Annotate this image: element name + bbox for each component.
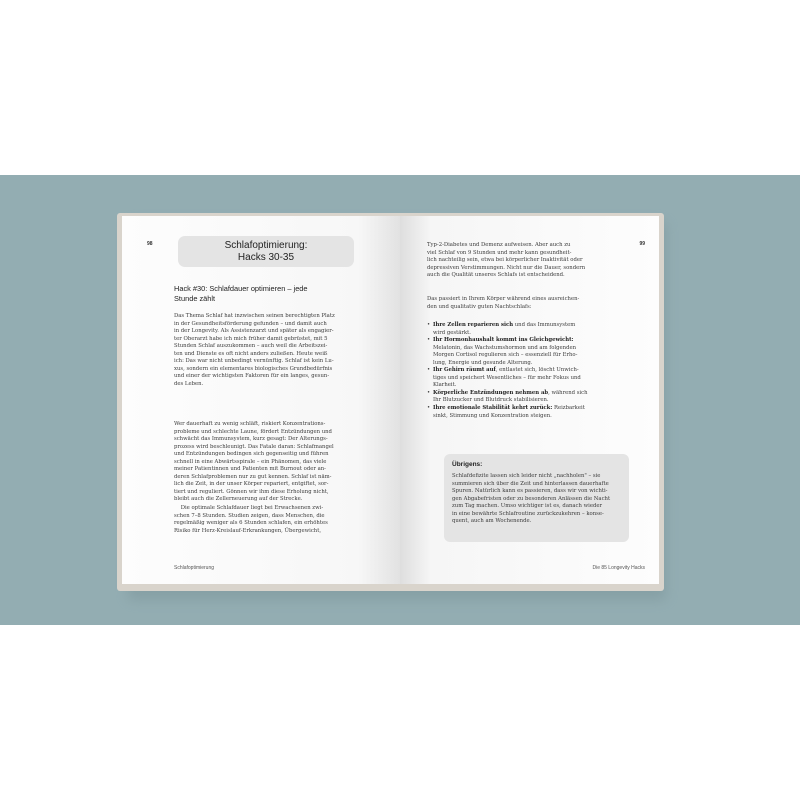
paragraph-1: Das Thema Schlaf hat inzwischen seinen berechtigten Platz in der Gesundheitsförderung gefunden – und damit auch in der Longevity. Als Assistenzarzt und später als engagier- ter Oberarzt habe ich mich früher damit gebrüstet, mit 5 Stunden Schlaf auszukommen – auch weil die Arbeitszei- ten und Dienste es oft nicht anders zuließen. Heute weiß ich: Das war nicht unbedingt vernünftig. Schlaf ist kein Lu- xus, sondern ein elementares biologisches Grundbedürfnis und einer der wichtigsten Faktoren für ein langes, gesun- des Leben. <box>174 313 335 387</box>
page-footer: Die 85 Longevity Hacks <box>592 565 645 571</box>
list-item: • Ihre emotionale Stabilität kehrt zurück: Reizbarkeit sinkt, Stimmung und Konzentration steigen. <box>427 405 585 419</box>
page-number: 98 <box>147 241 153 247</box>
page-footer: Schlafoptimierung <box>174 565 215 571</box>
page-number: 99 <box>639 241 645 247</box>
chapter-title-box <box>178 236 354 267</box>
list-item: • Körperliche Entzündungen nehmen ab, während sich Ihr Blutzucker und Blutdruck stabilisieren. <box>427 389 588 404</box>
left-page <box>122 216 400 584</box>
list-item: • Ihr Hormonhaushalt kommt ins Gleichgewicht: Melatonin, das Wachstumshormon und am folgenden Morgen Cortisol regulieren sich – essenziell für Erho- lung, Energie und gesunde Alterung. <box>427 337 578 366</box>
note-text: Schlafdefizite lassen sich leider nicht „nachholen" – sie summieren sich über die Zeit und hinterlassen dauerhafte Spuren. Natürlich kann es passieren, dass wir von wichti- gen Abgabefristen oder zu besonderen Anlässen die Nacht zum Tag machen. Umso wichtiger ist es, danach wieder in eine bewährte Schlafroutine zurückzukehren – konse- quent, auch am Wochenende. <box>452 473 611 525</box>
paragraph-2: Das passiert in Ihrem Körper während eines ausreichen- den und qualitativ guten Nachtschlafs: <box>427 296 580 310</box>
hack-title: Hack #30: Schlafdauer optimieren – jede Stunde zählt <box>174 284 308 303</box>
note-box <box>444 454 629 542</box>
bullet-list <box>427 322 627 420</box>
paragraph-2: Wer dauerhaft zu wenig schläft, riskiert Konzentrations- probleme und schlechte Laune, fördert Entzündungen und schwächt das Immunsystem, kurz gesagt: Der Alterungs- prozess wird beschleunigt. Das Fatale daran: Schlafmangel und Entzündungen bedingen sich gegenseitig und führen schnell in eine Abwärtsspirale – ein Phänomen, das viele meiner Patientinnen und Patienten mit Burnout oder an- deren Schlafproblemen nur zu gut kennen. Schlaf ist näm- lich die Zeit, in der unser Körper repariert, entgiftet, sor- tiert und reguliert. Gönnen wir ihm diese Erholung nicht, bleibt auch die Zellerneuerung auf der Strecke. <box>174 421 334 503</box>
chapter-title-line1: Schlafoptimierung: <box>224 240 308 251</box>
list-item: • Ihre Zellen reparieren sich und das Immunsystem wird gestärkt. <box>427 322 576 336</box>
list-item: • Ihr Gehirn räumt auf, entlastet sich, löscht Unwich- tiges und speichert Wesentliches – für mehr Fokus und Klarheit. <box>427 367 581 389</box>
right-page <box>400 216 659 584</box>
note-title: Übrigens: <box>452 461 483 468</box>
chapter-title-line2: Hacks 30-35 <box>237 252 295 263</box>
paragraph-1: Typ-2-Diabetes und Demenz aufweisen. Aber auch zu viel Schlaf von 9 Stunden und mehr kann gesundheit- lich nachteilig sein, etwa bei körperlicher Inaktivität oder depressiven Verstimmungen. Nicht nur die Dauer, sondern auch die Qualität unseres Schlafs ist entscheidend. <box>427 242 586 279</box>
paragraph-3: Die optimale Schlafdauer liegt bei Erwachsenen zwi- schen 7–8 Stunden. Studien zeigen, dass Menschen, die regelmäßig weniger als 6 Stunden schlafen, ein erhöhtes Risiko für Herz-Kreislauf-Erkrankungen, Übergewicht, <box>174 505 328 534</box>
